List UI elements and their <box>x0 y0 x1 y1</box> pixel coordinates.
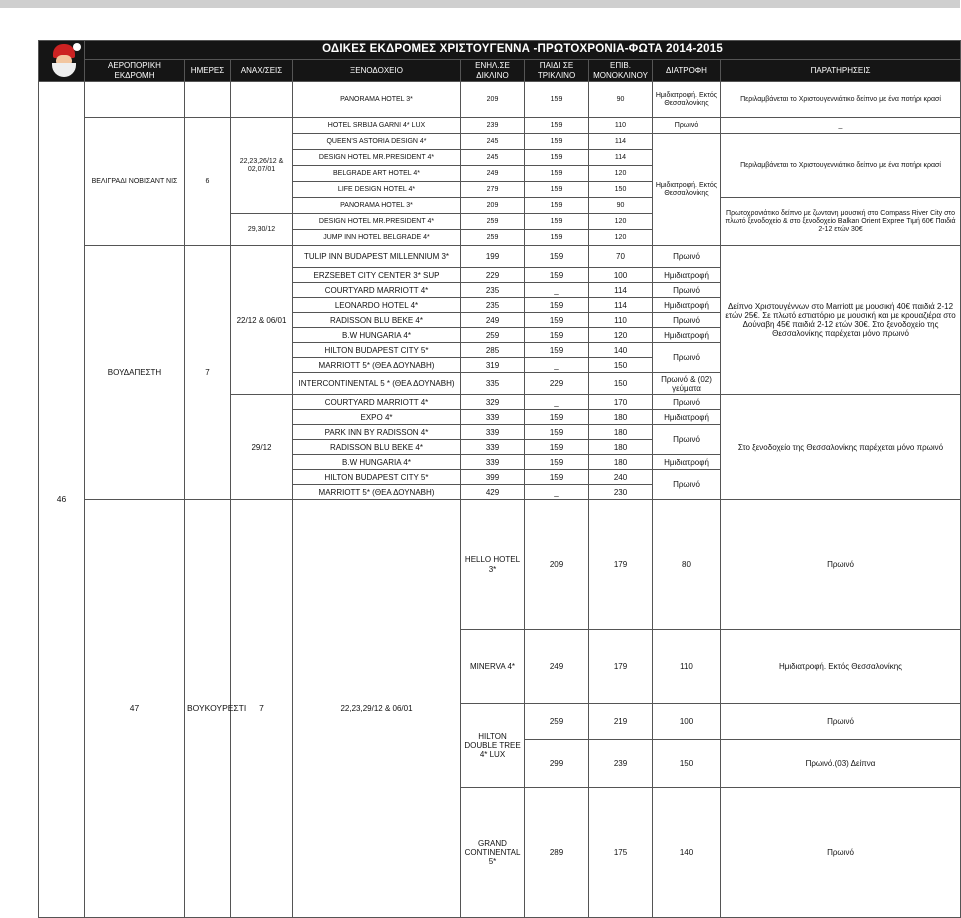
price-single: 110 <box>589 118 653 134</box>
board-type: Πρωινό & (02) γεύματα <box>653 373 721 395</box>
price-single: 90 <box>589 82 653 118</box>
board-type: Ημιδιατροφή. Εκτός Θεσσαλονίκης <box>721 629 961 704</box>
price-adult: 259 <box>461 328 525 343</box>
days: 7 <box>231 500 293 917</box>
price-adult: 339 <box>461 455 525 470</box>
price-single: 100 <box>653 704 721 740</box>
hotel-name: COURTYARD MARRIOTT 4* <box>293 283 461 298</box>
price-adult: 299 <box>525 740 589 788</box>
company-logo <box>39 41 85 82</box>
price-single: 70 <box>589 246 653 268</box>
santa-logo-icon <box>41 41 87 79</box>
hotel-name: RADISSON BLU BEKE 4* <box>293 440 461 455</box>
price-adult: 249 <box>525 629 589 704</box>
board-type: Πρωινό <box>653 246 721 268</box>
board-type: Ημιδιατροφή. Εκτός Θεσσαλονίκης <box>653 82 721 118</box>
price-single: 150 <box>589 358 653 373</box>
price-single: 240 <box>589 470 653 485</box>
price-single: 180 <box>589 440 653 455</box>
board-type: Πρωινό <box>721 704 961 740</box>
hotel-name: MARRIOTT 5* (ΘΕΑ ΔΟΥΝΑΒΗ) <box>293 485 461 500</box>
price-adult: 289 <box>525 788 589 918</box>
price-child: 159 <box>525 150 589 166</box>
hotel-name: GRAND CONTINENTAL 5* <box>461 788 525 918</box>
price-adult: 249 <box>461 313 525 328</box>
price-single: 180 <box>589 425 653 440</box>
price-child: 159 <box>525 198 589 214</box>
board-type: Πρωινό <box>653 425 721 455</box>
departures: 22,23,26/12 & 02,07/01 <box>231 118 293 214</box>
price-single: 110 <box>589 313 653 328</box>
hotel-name: JUMP INN HOTEL BELGRADE 4* <box>293 230 461 246</box>
price-single: 150 <box>589 373 653 395</box>
hotel-name: HILTON BUDAPEST CITY 5* <box>293 470 461 485</box>
col-header: ΕΝΗΛ.ΣΕ ΔΙΚΛΙΝΟ <box>461 60 525 82</box>
price-single: 80 <box>653 500 721 630</box>
price-single: 114 <box>589 283 653 298</box>
board-type: Πρωινό <box>721 500 961 630</box>
hotel-name: PANORAMA HOTEL 3* <box>293 82 461 118</box>
tour-code-46: 46 <box>39 82 85 917</box>
departures: 29,30/12 <box>231 214 293 246</box>
col-header: ΔΙΑΤΡΟΦΗ <box>653 60 721 82</box>
price-child: 159 <box>525 268 589 283</box>
col-header: ΗΜΕΡΕΣ <box>185 60 231 82</box>
hotel-name: LIFE DESIGN HOTEL 4* <box>293 182 461 198</box>
price-single: 120 <box>589 214 653 230</box>
price-child: 159 <box>525 328 589 343</box>
price-adult: 209 <box>461 82 525 118</box>
remarks: _ <box>721 118 961 134</box>
price-adult: 339 <box>461 425 525 440</box>
board-type: Πρωινό <box>721 788 961 918</box>
board-type: Πρωινό.(03) Δείπνα <box>721 740 961 788</box>
price-child: 159 <box>525 166 589 182</box>
hotel-name: HOTEL SRBIJA GARNI 4* LUX <box>293 118 461 134</box>
price-child: 219 <box>589 704 653 740</box>
tour-code-47: 47 <box>85 500 185 917</box>
price-sheet <box>38 40 960 918</box>
price-adult: 209 <box>525 500 589 630</box>
board-type: Ημιδιατροφή <box>653 268 721 283</box>
hotel-name: MINERVA 4* <box>461 629 525 704</box>
price-adult: 399 <box>461 470 525 485</box>
price-child: 239 <box>589 740 653 788</box>
price-adult: 339 <box>461 440 525 455</box>
price-adult: 319 <box>461 358 525 373</box>
board-type: Πρωινό <box>653 343 721 373</box>
price-single: 114 <box>589 134 653 150</box>
price-adult: 259 <box>525 704 589 740</box>
price-child: 179 <box>589 500 653 630</box>
page-title: ΟΔΙΚΕΣ ΕΚΔΡΟΜΕΣ ΧΡΙΣΤΟΥΓΕΝΝΑ -ΠΡΩΤΟΧΡΟΝΙΑ-ΦΩΤΑ 2014-2015 <box>85 41 961 60</box>
price-single: 120 <box>589 328 653 343</box>
board-type: Πρωινό <box>653 313 721 328</box>
price-child: _ <box>525 485 589 500</box>
price-adult: 285 <box>461 343 525 358</box>
hotel-name: QUEEN'S ASTORIA DESIGN 4* <box>293 134 461 150</box>
board-type: Πρωινό <box>653 283 721 298</box>
price-child: 159 <box>525 343 589 358</box>
price-child: 159 <box>525 182 589 198</box>
price-adult: 209 <box>461 198 525 214</box>
price-adult: 229 <box>461 268 525 283</box>
price-child: 159 <box>525 470 589 485</box>
price-adult: 235 <box>461 283 525 298</box>
board-type: Ημιδιατροφή <box>653 298 721 313</box>
board-type: Ημιδιατροφή <box>653 455 721 470</box>
price-child: 179 <box>589 629 653 704</box>
price-adult: 239 <box>461 118 525 134</box>
price-single: 150 <box>589 182 653 198</box>
hotel-name: INTERCONTINENTAL 5 * (ΘΕΑ ΔΟΥΝΑΒΗ) <box>293 373 461 395</box>
price-single: 90 <box>589 198 653 214</box>
destination-bucharest: ΒΟΥΚΟΥΡΕΣΤΙ <box>185 500 231 917</box>
price-adult: 199 <box>461 246 525 268</box>
price-single: 120 <box>589 166 653 182</box>
board-type: Πρωινό <box>653 118 721 134</box>
hotel-name: EXPO 4* <box>293 410 461 425</box>
hotel-name: LEONARDO HOTEL 4* <box>293 298 461 313</box>
price-adult: 279 <box>461 182 525 198</box>
col-header: ΠΑΡΑΤΗΡΗΣΕΙΣ <box>721 60 961 82</box>
price-single: 180 <box>589 410 653 425</box>
hotel-name: B.W HUNGARIA 4* <box>293 455 461 470</box>
departures: 22/12 & 06/01 <box>231 246 293 395</box>
price-single: 150 <box>653 740 721 788</box>
hotel-name: ERZSEBET CITY CENTER 3* SUP <box>293 268 461 283</box>
price-child: 159 <box>525 455 589 470</box>
hotel-name: COURTYARD MARRIOTT 4* <box>293 395 461 410</box>
col-header: ΑΕΡΟΠΟΡΙΚΗ ΕΚΔΡΟΜΗ <box>85 60 185 82</box>
price-adult: 235 <box>461 298 525 313</box>
hotel-name: DESIGN HOTEL MR.PRESIDENT 4* <box>293 150 461 166</box>
hotel-name: MARRIOTT 5* (ΘΕΑ ΔΟΥΝΑΒΗ) <box>293 358 461 373</box>
col-header: ΕΠΙΒ. ΜΟΝΟΚΛΙΝΟΥ <box>589 60 653 82</box>
hotel-name: B.W HUNGARIA 4* <box>293 328 461 343</box>
price-single: 114 <box>589 150 653 166</box>
hotel-name: HILTON DOUBLE TREE 4* LUX <box>461 704 525 788</box>
price-child: 159 <box>525 246 589 268</box>
board-type: Ημιδιατροφή <box>653 410 721 425</box>
hotel-name: TULIP INN BUDAPEST MILLENNIUM 3* <box>293 246 461 268</box>
price-single: 230 <box>589 485 653 500</box>
price-child: 175 <box>589 788 653 918</box>
remarks: Περιλαμβάνεται το Χριστουγεννιάτικο δείπνο με ένα ποτήρι κρασί <box>721 134 961 198</box>
price-single: 140 <box>589 343 653 358</box>
price-child: 159 <box>525 313 589 328</box>
price-single: 140 <box>653 788 721 918</box>
col-header: ΑΝΑΧ/ΣΕΙΣ <box>231 60 293 82</box>
price-adult: 259 <box>461 230 525 246</box>
hotel-name: PANORAMA HOTEL 3* <box>293 198 461 214</box>
hotel-name: DESIGN HOTEL MR.PRESIDENT 4* <box>293 214 461 230</box>
destination-belgrade: ΒΕΛΙΓΡΑΔΙ ΝΟΒΙΣΑΝΤ ΝΙΣ <box>85 118 185 246</box>
destination-budapest: ΒΟΥΔΑΠΕΣΤΗ <box>85 246 185 500</box>
price-child: _ <box>525 283 589 298</box>
board-type: Πρωινό <box>653 470 721 500</box>
price-single: 114 <box>589 298 653 313</box>
price-child: 159 <box>525 440 589 455</box>
price-child: 159 <box>525 118 589 134</box>
price-child: 159 <box>525 410 589 425</box>
hotel-name: HELLO HOTEL 3* <box>461 500 525 630</box>
col-header: ΠΑΙΔΙ ΣΕ ΤΡΙΚΛΙΝΟ <box>525 60 589 82</box>
tour-price-table <box>38 40 961 918</box>
departures: 29/12 <box>231 395 293 500</box>
col-header: ΞΕΝΟΔΟΧΕΙΟ <box>293 60 461 82</box>
board-type: Ημιδιατροφή <box>653 328 721 343</box>
board-type: Πρωινό <box>653 395 721 410</box>
price-child: _ <box>525 358 589 373</box>
remarks: Στο ξενοδοχείο της Θεσσαλονίκης παρέχεται μόνο πρωινό <box>721 395 961 500</box>
hotel-name: PARK INN BY RADISSON 4* <box>293 425 461 440</box>
hotel-name: RADISSON BLU BEKE 4* <box>293 313 461 328</box>
top-scroll-strip <box>0 0 960 8</box>
price-adult: 339 <box>461 410 525 425</box>
days: 7 <box>185 246 231 500</box>
price-child: 229 <box>525 373 589 395</box>
price-single: 170 <box>589 395 653 410</box>
hotel-name: BELGRADE ART HOTEL 4* <box>293 166 461 182</box>
price-single: 180 <box>589 455 653 470</box>
price-single: 100 <box>589 268 653 283</box>
days: 6 <box>185 118 231 246</box>
price-adult: 259 <box>461 214 525 230</box>
price-child: _ <box>525 395 589 410</box>
price-child: 159 <box>525 230 589 246</box>
price-single: 120 <box>589 230 653 246</box>
price-child: 159 <box>525 425 589 440</box>
remarks: Πρωτοχρονιάτικο δείπνο με ζωντανη μουσική στο Compass River City στο πλωτό ξενοδοχείο & στο ξενοδοχείο Balkan Orient Expree Τιμή 60€ Παιδιά 2-12 ετών 30€ <box>721 198 961 246</box>
price-adult: 249 <box>461 166 525 182</box>
hotel-name: HILTON BUDAPEST CITY 5* <box>293 343 461 358</box>
departures: 22,23,29/12 & 06/01 <box>293 500 461 917</box>
price-child: 159 <box>525 214 589 230</box>
price-adult: 245 <box>461 134 525 150</box>
price-child: 159 <box>525 298 589 313</box>
remarks: Δείπνο Χριστουγέννων στο Marriott με μουσική 40€ παιδιά 2-12 ετών 25€. Σε πλωτό εστιατόριο με μουσική και με κρουαζιέρα στο Δούναβη 45€ παιδιά 2-12 ετών 30€. Στο ξενοδοχείο της Θεσσαλονίκης παρέχεται μόνο πρωινό <box>721 246 961 395</box>
price-child: 159 <box>525 134 589 150</box>
price-single: 110 <box>653 629 721 704</box>
board-type: Ημιδιατροφή. Εκτός Θεσσαλονίκης <box>653 134 721 246</box>
price-adult: 329 <box>461 395 525 410</box>
price-adult: 429 <box>461 485 525 500</box>
price-adult: 245 <box>461 150 525 166</box>
price-adult: 335 <box>461 373 525 395</box>
price-child: 159 <box>525 82 589 118</box>
remarks: Περιλαμβάνεται το Χριστουγεννιάτικο δείπνο με ένα ποτήρι κρασί <box>721 82 961 118</box>
